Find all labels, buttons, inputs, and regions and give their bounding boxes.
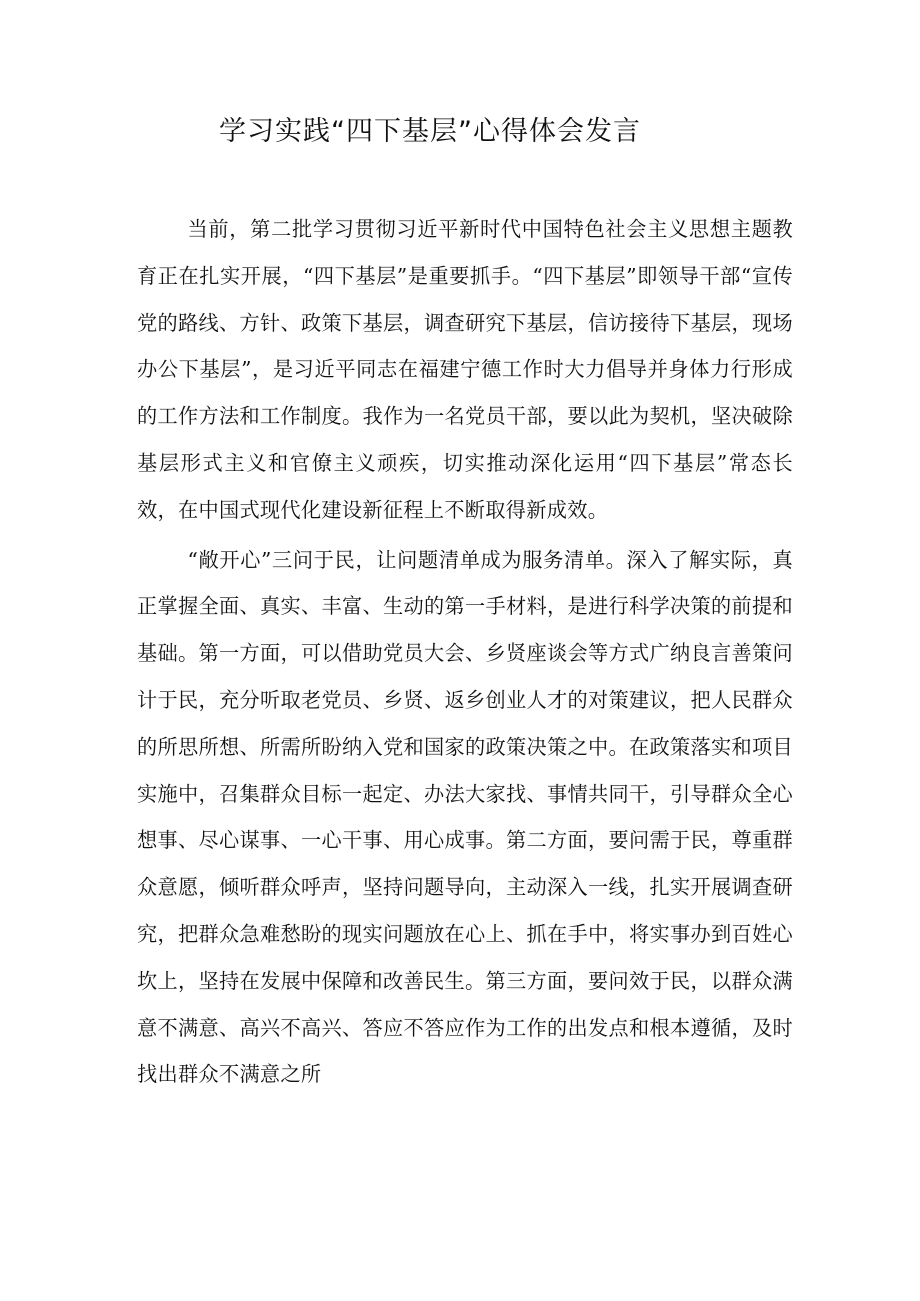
paragraph-intro: 当前，第二批学习贯彻习近平新时代中国特色社会主义思想主题教育正在扎实开展，“四下基层”是重要抓手。“四下基层”即领导干部“宣传党的路线、方针、政策下基层，调查研究下基层，信访接待下基层，现场办公下基层”，是习近平同志在福建宁德工作时大力倡导并身体力行形成的工作方法和工作制度。我作为一名党员干部，要以此为契机，坚决破除基层形式主义和官僚主义顽疾，切实推动深化运用“四下基层”常态长效，在中国式现代化建设新征程上不断取得新成效。 bbox=[137, 217, 793, 522]
paragraph-open-heart: “敞开心”三问于民，让问题清单成为服务清单。深入了解实际，真正掌握全面、真实、丰富、生动的第一手材料，是进行科学决策的前提和基础。第一方面，可以借助党员大会、乡贤座谈会等方式广纳良言善策问计于民，充分听取老党员、乡贤、返乡创业人才的对策建议，把人民群众的所思所想、所需所盼纳入党和国家的政策决策之中。在政策落实和项目实施中，召集群众目标一起定、办法大家找、事情共同干，引导群众全心想事、尽心谋事、一心干事、用心成事。第二方面，要问需于民，尊重群众意愿，倾听群众呼声，坚持问题导向，主动深入一线，扎实开展调查研究，把群众急难愁盼的现实问题放在心上、抓在手中，将实事办到百姓心坎上，坚持在发展中保障和改善民生。第三方面，要问效于民，以群众满意不满意、高兴不高兴、答应不答应作为工作的出发点和根本遵循，及时找出群众不满意之所 bbox=[137, 547, 793, 1087]
document-title: 学习实践“四下基层”心得体会发言 bbox=[219, 116, 641, 147]
document-body bbox=[137, 206, 793, 1098]
